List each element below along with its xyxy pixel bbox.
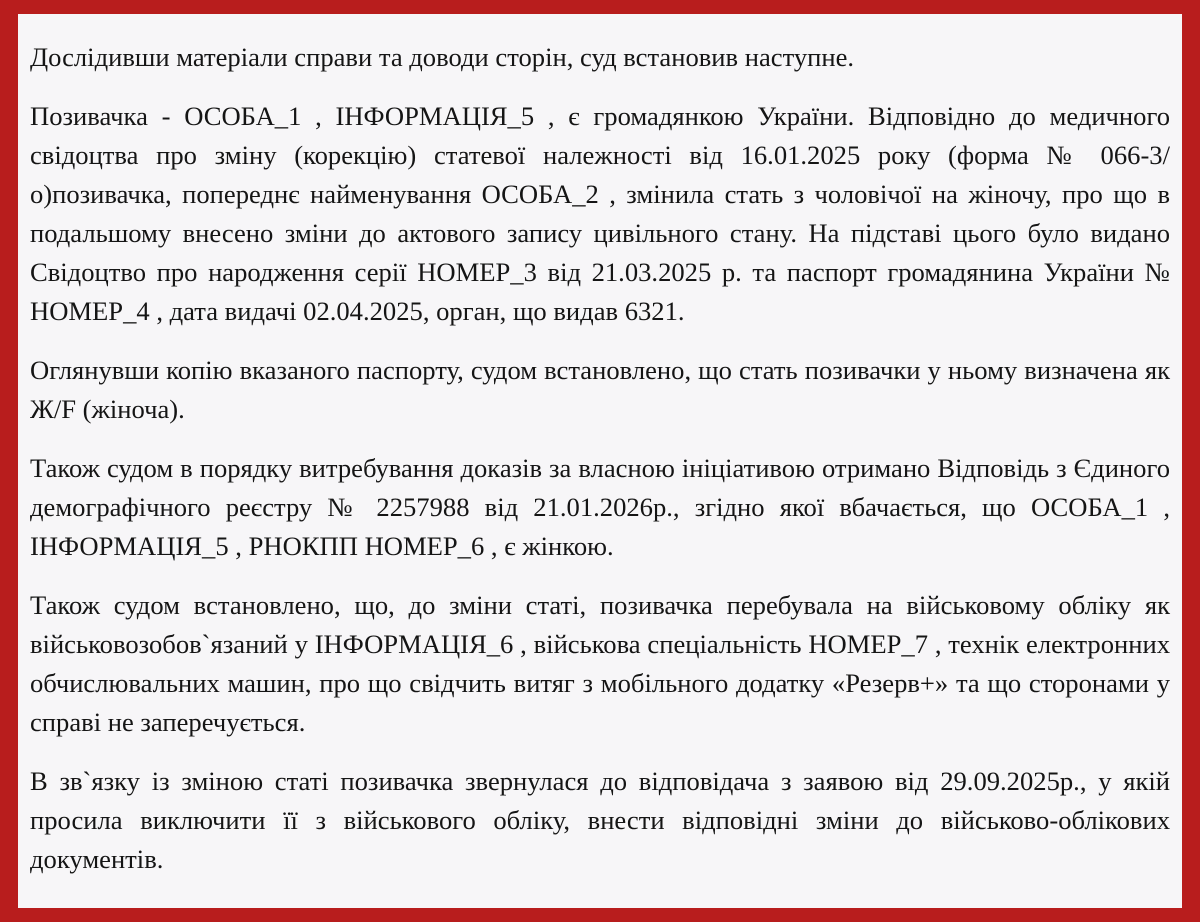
paragraph-registry-response: Також судом в порядку витребування доказів за власною ініціативою отримано Відповідь з Єдиного демографічного реєстру № 2257988 від 21.01.2026р., згідно якої вбачається, що ОСОБА_1 , ІНФОРМАЦІЯ_5 , РНОКПП НОМЕР_6 , є жінкою. xyxy=(30,453,1170,561)
paragraph-military-registration: Також судом встановлено, що, до зміни статі, позивачка перебувала на військовому обліку як військовозобов`язаний у ІНФОРМАЦІЯ_6 , військова спеціальність НОМЕР_7 , технік електронних обчислювальних машин, про що свідчить витяг з мобільного додатку «Резерв+» та що сторонами у справі не заперечується. xyxy=(30,590,1170,737)
paragraph-application: В зв`язку із зміною статі позивачка звернулася до відповідача з заявою від 29.09.2025р., у якій просила виключити її з військового обліку, внести відповідні зміни до військово-облікових документів. xyxy=(30,766,1170,874)
paragraph-findings-intro: Дослідивши матеріали справи та доводи сторін, суд встановив наступне. xyxy=(30,42,855,72)
paragraph-passport-review: Оглянувши копію вказаного паспорту, судом встановлено, що стать позивачки у ньому визначена як Ж/F (жіноча). xyxy=(30,355,1170,424)
document-page xyxy=(18,14,1182,908)
paragraph-plaintiff-identity: Позивачка - ОСОБА_1 , ІНФОРМАЦІЯ_5 , є громадянкою України. Відповідно до медичного свідоцтва про зміну (корекцію) статевої належності від 16.01.2025 року (форма № 066-3/о)позивачка, попереднє найменування ОСОБА_2 , змінила стать з чоловічої на жіночу, про що в подальшому внесено зміни до актового запису цивільного стану. На підставі цього було видано Свідоцтво про народження серії НОМЕР_3 від 21.03.2025 р. та паспорт громадянина України № НОМЕР_4 , дата видачі 02.04.2025, орган, що видав 6321. xyxy=(30,101,1170,326)
